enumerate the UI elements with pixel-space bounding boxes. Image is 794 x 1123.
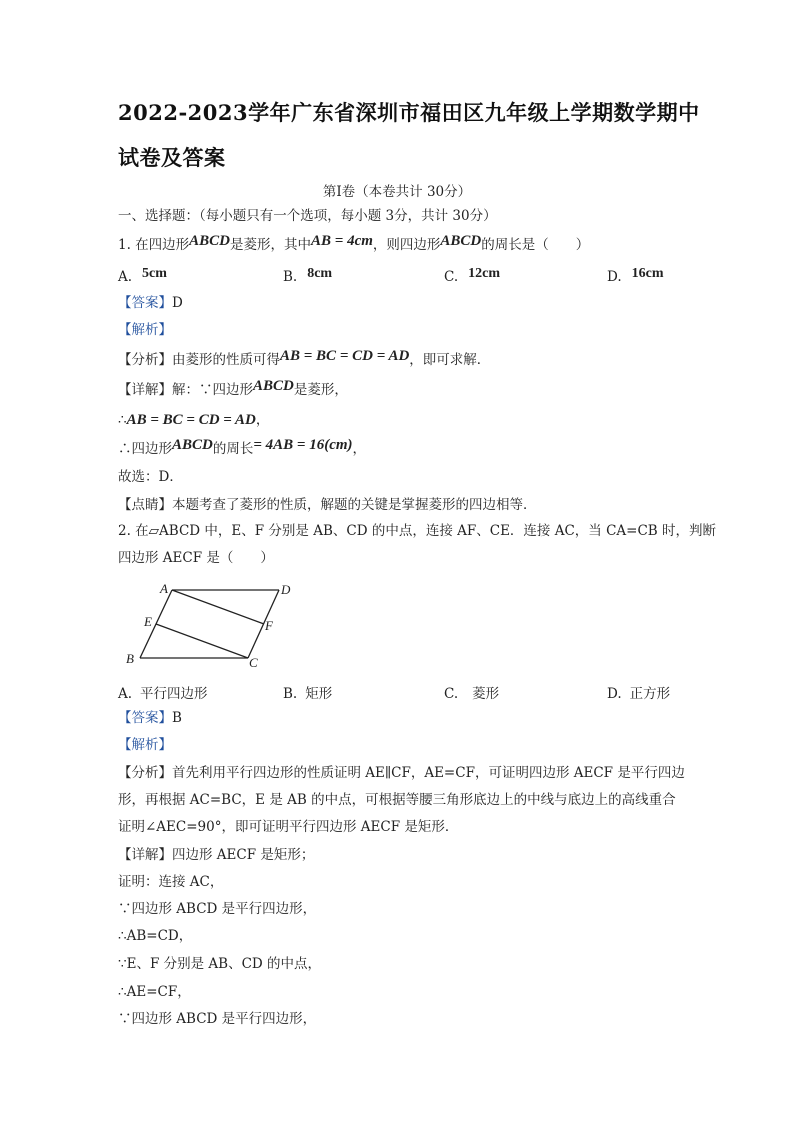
q2-stem-line1: 2. 在▱ABCD 中，E、F 分别是 AB、CD 的中点，连接 AF、CE．连接 AC，当 CA=CB 时，判断 — [118, 523, 717, 539]
q1-choose: 故选：D． — [118, 469, 183, 485]
section-header: 第Ⅰ卷（本卷共计 30分） — [322, 184, 472, 200]
q2-option-c: C. 菱形 — [444, 686, 500, 702]
q2-xiangjie: 【详解】四边形 AECF 是矩形； — [118, 847, 315, 863]
q2-proof-line: ∵四边形 ABCD 是平行四边形， — [118, 901, 317, 917]
q2-option-b: B. 矩形 — [283, 686, 333, 702]
q1-analysis-tag: 【解析】 — [118, 322, 172, 338]
q2-parallelogram-figure — [118, 578, 308, 670]
label-a: A — [160, 581, 168, 596]
q2-proof-line: ∵四边形 ABCD 是平行四边形， — [118, 1011, 317, 1027]
segment-ec — [156, 624, 248, 658]
q1-option-d: D. 16cm — [607, 266, 664, 285]
q1-xiangjie: 【详解】解：∵四边形ABCD是菱形， — [118, 378, 348, 398]
q1-mid2: ，则四边形 — [372, 237, 441, 253]
q1-option-c: C. 12cm — [444, 266, 501, 285]
doc-title-line2: 试卷及答案 — [118, 145, 226, 170]
segment-af — [172, 590, 264, 624]
q2-option-a: A. 平行四边形 — [118, 686, 208, 702]
q1-prefix: 1. 在四边形 — [118, 237, 190, 253]
q2-analysis-tag: 【解析】 — [118, 737, 172, 753]
q1-ab-eq: AB = 4cm — [311, 233, 373, 249]
label-b: B — [126, 651, 134, 666]
q1-fenxi: 【分析】由菱形的性质可得AB = BC = CD = AD，即可求解． — [118, 348, 491, 368]
q1-abcd: ABCD — [189, 233, 231, 249]
q1-answer: 【答案】D — [118, 295, 183, 311]
q1-option-b: B. 8cm — [283, 266, 333, 285]
part-heading: 一、选择题：（每小题只有一个选项，每小题 3分，共计 30分） — [118, 208, 497, 224]
label-c: C — [249, 655, 258, 670]
q1-option-a: A. 5cm — [118, 266, 167, 285]
q2-fenxi-line1: 【分析】首先利用平行四边形的性质证明 AE∥CF，AE=CF，可证明四边形 AECF 是平行四边 — [118, 765, 685, 781]
q2-proof-line: ∴AB=CD， — [118, 928, 193, 944]
q2-proof-line: 证明：连接 AC， — [118, 874, 224, 890]
label-f: F — [265, 618, 273, 633]
doc-title-line1: 2022-2023学年广东省深圳市福田区九年级上学期数学期中 — [118, 100, 700, 125]
q1-step2: ∴四边形ABCD的周长= 4AB = 16(cm)， — [118, 437, 367, 457]
q1-dianjing: 【点睛】本题考查了菱形的性质，解题的关键是掌握菱形的四边相等． — [118, 497, 537, 513]
q1-step1: ∴AB = BC = CD = AD， — [118, 412, 270, 428]
q1-stem — [118, 233, 590, 254]
label-e: E — [144, 614, 152, 629]
q2-fenxi-line3: 证明∠AEC=90°，即可证明平行四边形 AECF 是矩形． — [118, 819, 459, 835]
q2-proof-line: ∴AE=CF， — [118, 984, 191, 1000]
q2-proof-line: ∵E、F 分别是 AB、CD 的中点， — [118, 956, 322, 972]
q2-fenxi-line2: 形，再根据 AC=BC，E 是 AB 的中点，可根据等腰三角形底边上的中线与底边上的高线重合 — [118, 792, 676, 808]
q2-option-d: D. 正方形 — [607, 686, 671, 702]
q1-suffix: 的周长是（ ） — [481, 237, 590, 253]
q2-answer: 【答案】B — [118, 710, 182, 726]
q2-stem-line2: 四边形 AECF 是（ ） — [118, 550, 274, 566]
q1-mid1: 是菱形，其中 — [230, 237, 312, 253]
label-d: D — [281, 582, 291, 597]
q1-abcd-2: ABCD — [440, 233, 482, 249]
